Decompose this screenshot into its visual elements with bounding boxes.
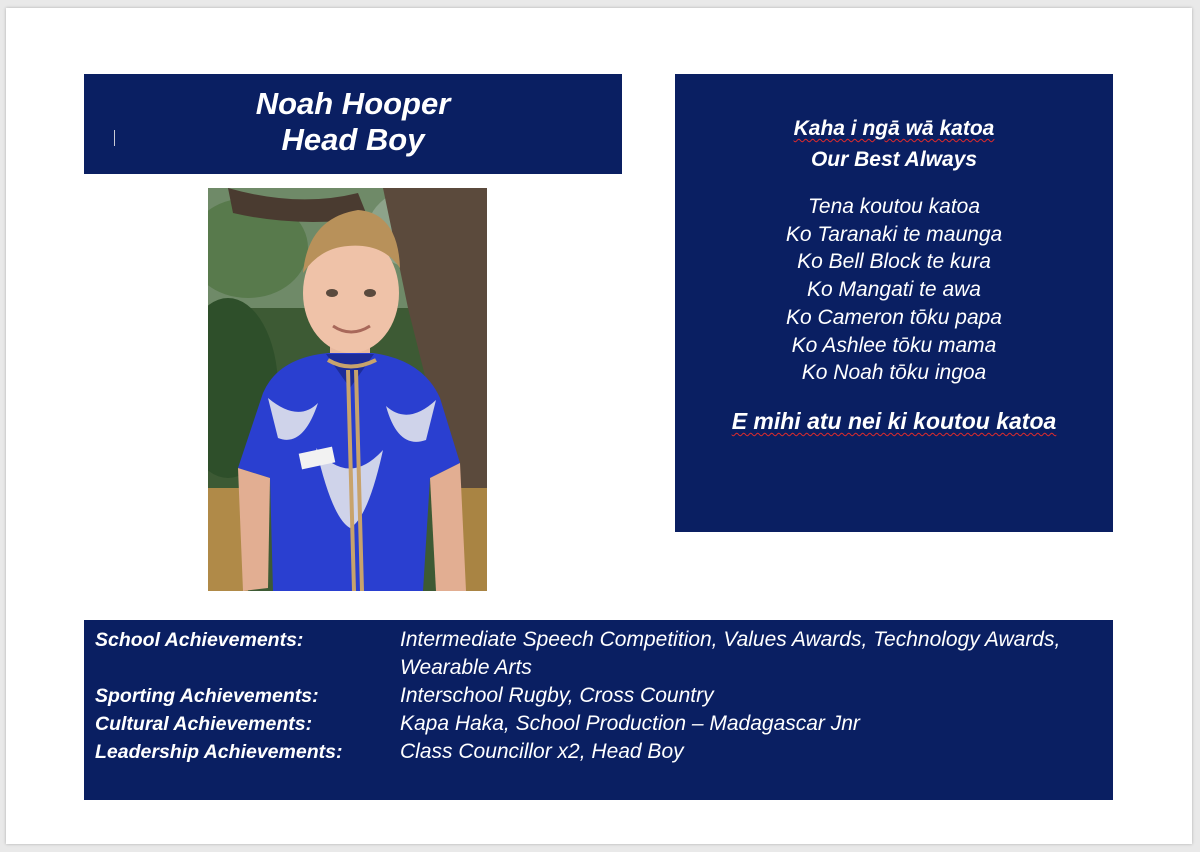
motto-english: Our Best Always <box>810 148 978 171</box>
achievement-row-leadership <box>84 738 1113 766</box>
mihi-line: Ko Ashlee tōku mama <box>791 333 997 357</box>
mihi-line: Ko Noah tōku ingoa <box>801 361 987 385</box>
document-page <box>6 8 1192 844</box>
achievement-label: Sporting Achievements: <box>95 685 319 707</box>
mihi-line: Ko Bell Block te kura <box>797 250 991 274</box>
text-cursor <box>114 130 115 146</box>
achievement-label: School Achievements: <box>95 629 304 651</box>
achievement-label: Leadership Achievements: <box>95 741 343 763</box>
mihi-line: Ko Mangati te awa <box>807 278 981 302</box>
achievements-panel <box>84 620 1113 800</box>
mihi-line: Tena koutou katoa <box>807 195 981 218</box>
student-photo <box>208 188 487 591</box>
motto-maori <box>675 113 1113 144</box>
mihi-line: Ko Taranaki te maunga <box>785 222 1003 246</box>
mihi-panel <box>675 74 1113 532</box>
student-role: Head Boy <box>281 122 425 157</box>
achievement-value: Kapa Haka, School Production – Madagascar Jnr <box>400 712 860 735</box>
student-name: Noah Hooper <box>255 86 451 121</box>
achievement-label: Cultural Achievements: <box>95 713 313 735</box>
achievement-value: Intermediate Speech Competition, Values Awards, Technology Awards, Wearable Arts <box>400 628 1061 679</box>
achievement-row-cultural <box>84 710 1113 738</box>
achievement-value: Interschool Rugby, Cross Country <box>400 684 714 707</box>
student-portrait-photo <box>208 188 487 591</box>
title-banner <box>84 74 622 174</box>
achievement-row-sporting <box>84 682 1113 710</box>
achievement-row-school <box>84 626 1113 679</box>
mihi-closing <box>675 406 1113 436</box>
achievement-value: Class Councillor x2, Head Boy <box>400 740 684 763</box>
mihi-closing-text: E mihi atu nei ki koutou katoa <box>731 407 1057 434</box>
motto-maori-text: Kaha i ngā wā katoa <box>793 117 995 140</box>
mihi-line: Ko Cameron tōku papa <box>786 305 1002 329</box>
mihi-lines <box>675 193 1113 387</box>
